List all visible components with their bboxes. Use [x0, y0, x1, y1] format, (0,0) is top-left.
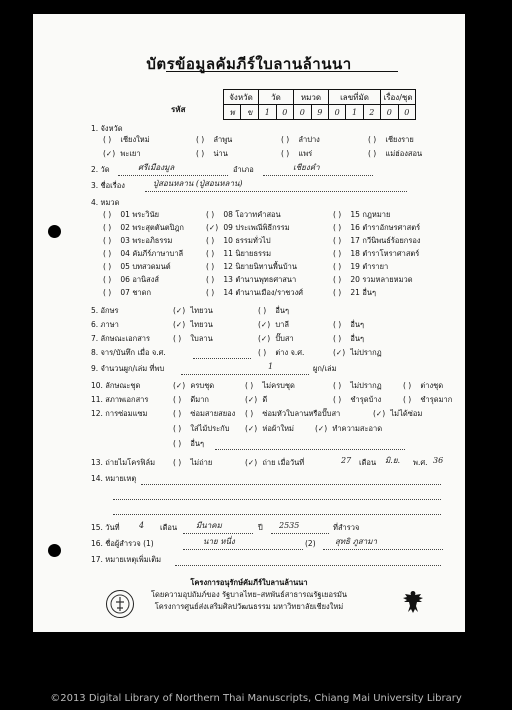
condition-option[interactable]: (✓) ดี [245, 395, 268, 404]
amphoe-line [263, 175, 373, 176]
title-underline [166, 71, 398, 72]
script-option[interactable]: (✓) ไทยวน [173, 306, 213, 315]
s16-label: 16. ชื่อผู้สำรวจ (1) [91, 539, 154, 548]
condition-option[interactable]: ( ) ชำรุดมาก [403, 395, 453, 404]
repair-option[interactable]: ( ) ซ่อมหัวใบลานหรือปั๊บสา [245, 409, 341, 418]
repair-option[interactable]: ( ) ใส่ไม้ประกับ [173, 424, 230, 433]
category-option[interactable]: ( ) 11 นิยายธรรม [206, 249, 272, 258]
condition-option[interactable]: ( ) ดีมาก [173, 395, 209, 404]
s4-label: 4. หมวด [91, 198, 120, 207]
category-option[interactable]: ( ) 01 พระวินัย [103, 210, 160, 219]
s10-label: 10. ลักษณะชุด [91, 381, 141, 390]
category-option[interactable]: (✓) 09 ประเพณีพิธีกรรม [206, 223, 290, 232]
category-option[interactable]: ( ) 08 โอวาทคำสอน [206, 210, 281, 219]
date-option[interactable]: ( ) ต่าง จ.ศ. [258, 348, 305, 357]
survey-month-line [183, 533, 253, 534]
microfilm-year-label: พ.ศ. [413, 458, 428, 467]
code-digit: 0 [329, 105, 346, 120]
microfilm-month-label: เดือน [359, 458, 377, 467]
category-option[interactable]: ( ) 04 คัมภีร์ภาษาบาลี [103, 249, 184, 258]
code-digit: ข [241, 105, 259, 120]
category-option[interactable]: ( ) 16 ตำราอักษรศาสตร์ [333, 223, 421, 232]
code-header-story: เรื่อง/ชุด [381, 90, 416, 105]
survey-year: 2535 [279, 521, 300, 530]
repair-option[interactable]: ( ) ซ่อมสายสยอง [173, 409, 236, 418]
category-option[interactable]: ( ) 12 นิยายนิทานพื้นบ้าน [206, 262, 298, 271]
date-option[interactable]: (✓) ไม่ปรากฏ [333, 348, 382, 357]
s2-label: 2. วัด [91, 165, 110, 174]
doc-type-option[interactable]: ( ) ใบลาน [173, 334, 213, 343]
microfilm-no-option[interactable]: ( ) ไม่ถ่าย [173, 458, 213, 467]
code-digit: 2 [363, 105, 380, 120]
code-table [223, 89, 416, 120]
university-seal-icon [106, 590, 134, 618]
s3-label: 3. ชื่อเรื่อง [91, 181, 125, 190]
copyright-text: ©2013 Digital Library of Northern Thai Manuscripts, Chiang Mai University Library [50, 693, 462, 704]
microfilm-month: มิ.ย. [385, 456, 401, 465]
province-option[interactable]: ( ) ลำพูน [196, 135, 233, 144]
story-title-value: ปู่สอนหลาน (ปู่สอนหลาน) [153, 179, 243, 188]
s11-label: 11. สภาพเอกสาร [91, 395, 149, 404]
category-option[interactable]: ( ) 13 ตำนานพุทธศาสนา [206, 275, 297, 284]
survey-year-line [271, 533, 329, 534]
category-option[interactable]: ( ) 14 ตำนานเมือง/ราชวงศ์ [206, 288, 304, 297]
category-option[interactable]: ( ) 17 กวีนิพนธ์ร้อยกรอง [333, 236, 421, 245]
category-option[interactable]: ( ) 03 พระอภิธรรม [103, 236, 173, 245]
category-option[interactable]: ( ) 20 รวมหลายหมวด [333, 275, 413, 284]
temple-value: ศรีเมืองมูล [138, 163, 175, 172]
code-digit: 0 [294, 105, 312, 120]
microfilm-day: 27 [341, 456, 352, 465]
code-header-province: จังหวัด [224, 90, 259, 105]
code-digit: 1 [346, 105, 363, 120]
repair-option[interactable]: (✓) ไม่ได้ซ่อม [373, 409, 423, 418]
doc-type-option[interactable]: ( ) อื่นๆ [333, 334, 365, 343]
german-eagle-icon [401, 588, 425, 616]
survey-month: มีนาคม [196, 521, 222, 530]
code-header-category: หมวด [294, 90, 329, 105]
count-suffix: ผูก/เล่ม [313, 364, 337, 373]
code-label: รหัส [171, 105, 186, 114]
set-option[interactable]: ( ) ไม่ปรากฏ [333, 381, 382, 390]
code-digit: 0 [276, 105, 294, 120]
province-option[interactable]: ( ) น่าน [196, 149, 228, 158]
surveyor2-label: (2) [305, 539, 316, 548]
count-value: 1 [268, 362, 274, 371]
repair-option[interactable]: ( ) อื่นๆ [173, 439, 205, 448]
surveyor2-line [323, 549, 443, 550]
notes-line-2 [113, 499, 441, 500]
condition-option[interactable]: ( ) ชำรุดบ้าง [333, 395, 382, 404]
category-option[interactable]: ( ) 02 พระสุตตันตปิฎก [103, 223, 184, 232]
language-option[interactable]: (✓) ไทยวน [173, 320, 213, 329]
category-option[interactable]: ( ) 05 บทสวดมนต์ [103, 262, 171, 271]
s14-label: 14. หมายเหตุ [91, 474, 137, 483]
category-option[interactable]: ( ) 15 กฎหมาย [333, 210, 391, 219]
survey-year-label: ปี [258, 523, 263, 532]
punch-hole [48, 225, 61, 238]
s5-label: 5. อักษร [91, 306, 119, 315]
category-option[interactable]: ( ) 10 ธรรมทั่วไป [206, 236, 271, 245]
s1-label: 1. จังหวัด [91, 124, 123, 133]
set-option[interactable]: ( ) ไม่ครบชุด [245, 381, 295, 390]
s6-label: 6. ภาษา [91, 320, 119, 329]
category-option[interactable]: ( ) 18 ตำราโหราศาสตร์ [333, 249, 420, 258]
additional-notes-line [175, 565, 441, 566]
amphoe-value: เชียงคำ [293, 163, 320, 172]
code-digit: 9 [311, 105, 329, 120]
language-option[interactable]: ( ) อื่นๆ [333, 320, 365, 329]
survey-month-label: เดือน [160, 523, 178, 532]
surveyor2-name: สุทธิ ภูสามา [335, 537, 377, 546]
s13-label: 13. ถ่ายไมโครฟิล์ม [91, 458, 156, 467]
survey-day: 4 [139, 521, 145, 530]
category-option[interactable]: ( ) 19 ตำรายา [333, 262, 389, 271]
code-header-bundle: เลขที่มัด [329, 90, 381, 105]
cs-year-line [193, 358, 251, 359]
amphoe-label: อำเภอ [233, 165, 254, 174]
set-option[interactable]: ( ) ต่างชุด [403, 381, 444, 390]
microfilm-year: 36 [433, 456, 444, 465]
category-option[interactable]: ( ) 07 ชาดก [103, 288, 152, 297]
microfilm-yes-option[interactable]: (✓) ถ่าย เมื่อวันที่ [245, 458, 305, 467]
repair-other-line [215, 449, 405, 450]
code-header-temple: วัด [259, 90, 294, 105]
province-option[interactable]: ( ) ลำปาง [281, 135, 320, 144]
s17-label: 17. หมายเหตุเพิ่มเติม [91, 555, 162, 564]
script-option[interactable]: ( ) อื่นๆ [258, 306, 290, 315]
category-option[interactable]: ( ) 21 อื่นๆ [333, 288, 376, 297]
footer-project: โครงการอนุรักษ์คัมภีร์ใบลานล้านนา [190, 578, 308, 587]
count-line [181, 374, 309, 375]
set-option[interactable]: (✓) ครบชุด [173, 381, 215, 390]
s12-label: 12. การซ่อมแซม [91, 409, 148, 418]
surveyor1-line [183, 549, 303, 550]
repair-option[interactable]: (✓) ทำความสะอาด [315, 424, 383, 433]
notes-line-3 [113, 514, 441, 515]
footer-sponsor: โดยความอุปถัมภ์ของ รัฐบาลไทย–สหพันธ์สาธารณรัฐเยอรมัน [150, 590, 348, 599]
doc-type-option[interactable]: (✓) ปั๊บสา [258, 334, 294, 343]
temple-line [118, 175, 228, 176]
province-option[interactable]: ( ) แพร่ [281, 149, 313, 158]
language-option[interactable]: (✓) บาลี [258, 320, 289, 329]
story-title-line [145, 191, 407, 192]
province-option[interactable]: ( ) เชียงราย [368, 135, 414, 144]
code-digit: 0 [398, 105, 416, 120]
province-option[interactable]: ( ) แม่ฮ่องสอน [368, 149, 423, 158]
surveyor1-name: นาย หนึ่ง [203, 537, 235, 546]
province-option[interactable]: ( ) เชียงใหม่ [103, 135, 150, 144]
survey-suffix: ที่สำรวจ [333, 523, 360, 532]
s7-label: 7. ลักษณะเอกสาร [91, 334, 151, 343]
s15-label: 15. วันที่ [91, 523, 120, 532]
code-digit: พ [224, 105, 241, 120]
code-digit: 1 [259, 105, 277, 120]
footer-center: โครงการศูนย์ส่งเสริมศิลปวัฒนธรรม มหาวิทยาลัยเชียงใหม่ [154, 602, 344, 611]
category-option[interactable]: ( ) 06 อานิสงส์ [103, 275, 159, 284]
s8-label: 8. จาร/บันทึก เมื่อ จ.ศ. [91, 348, 166, 357]
notes-line-1 [141, 484, 441, 485]
punch-hole [48, 544, 61, 557]
survey-card [33, 14, 465, 632]
repair-option[interactable]: (✓) ห่อผ้าใหม่ [245, 424, 294, 433]
s9-label: 9. จำนวนผูก/เล่ม ที่พบ [91, 364, 165, 373]
province-option[interactable]: (✓) พะเยา [103, 149, 141, 158]
card-title: บัตรข้อมูลคัมภีร์ใบลานล้านนา [146, 55, 352, 73]
code-digit: 0 [381, 105, 399, 120]
